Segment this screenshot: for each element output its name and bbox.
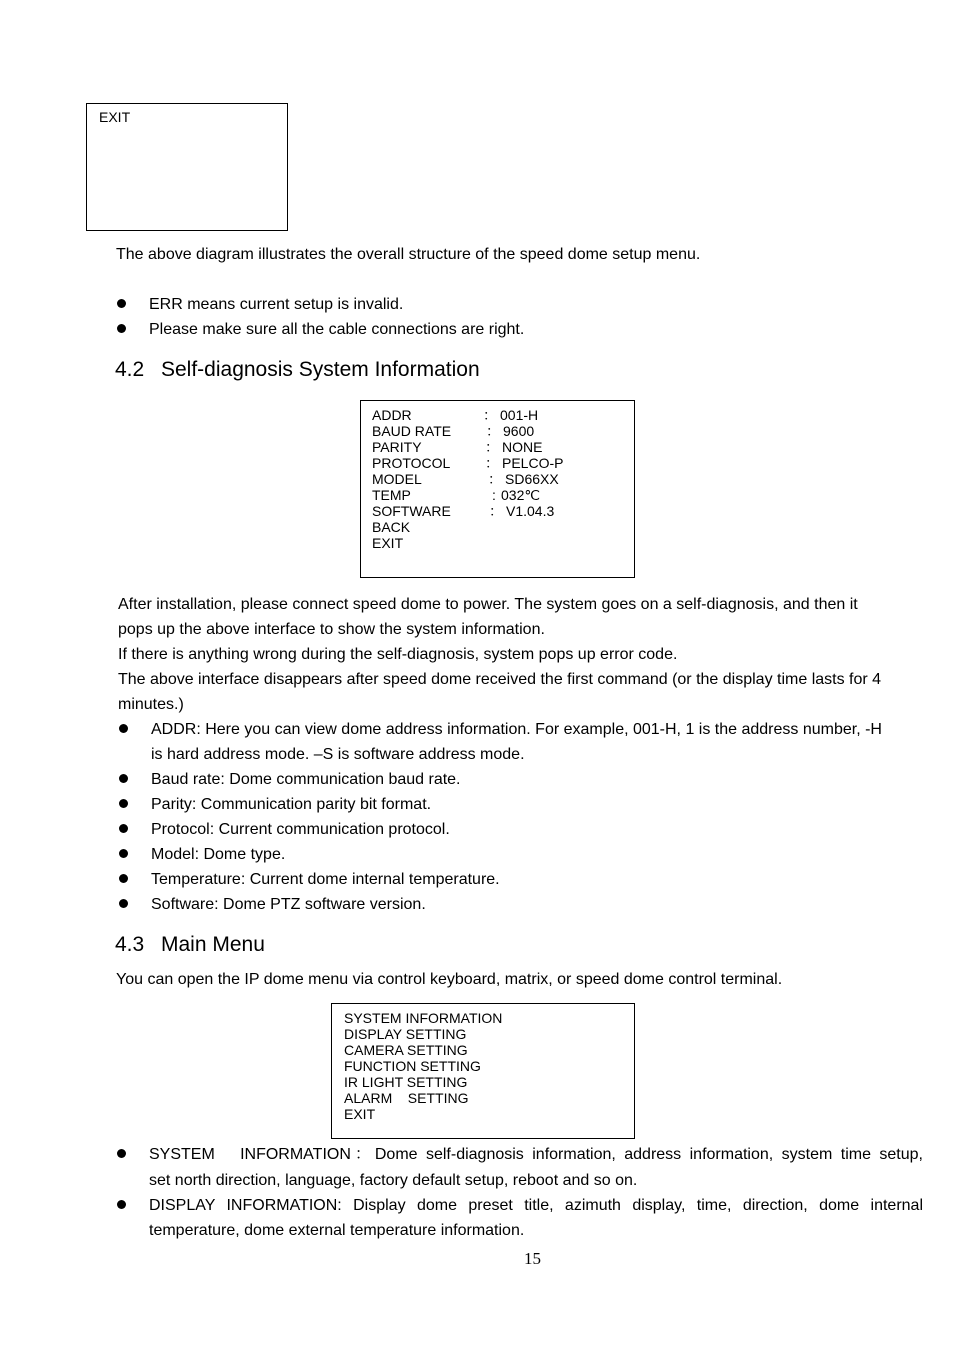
sysinfo-sep: ：: [488, 471, 502, 487]
sysinfo-key: SOFTWARE: [372, 503, 451, 519]
sysinfo-value: SD66XX: [505, 471, 559, 487]
main-menu-item: SYSTEM INFORMATION: [344, 1010, 503, 1026]
sysinfo-key: BAUD RATE: [372, 423, 452, 439]
bullet-line: Parity: Communication parity bit format.: [151, 796, 432, 813]
section-title: Self-diagnosis System Information: [161, 358, 480, 381]
main-menu-item: IR LIGHT SETTING: [344, 1074, 468, 1090]
page-number: 15: [524, 1249, 541, 1268]
bullet-icon: [117, 324, 126, 333]
paragraph-line: After installation, please connect speed dome to power. The system goes on a self-diagnosis, and then it: [118, 596, 858, 613]
exit-menu-item: EXIT: [99, 109, 131, 125]
note-item: ERR means current setup is invalid.: [149, 296, 404, 313]
sysinfo-key: PARITY: [372, 439, 422, 455]
bullet-icon: [117, 1200, 126, 1209]
main-menu-item: ALARM SETTING: [344, 1090, 469, 1106]
sysinfo-key: ADDR: [372, 407, 412, 423]
bullet-icon: [119, 774, 128, 783]
sysinfo-sep: ：: [485, 439, 499, 455]
note-item: Please make sure all the cable connections are right.: [149, 321, 525, 338]
paragraph-line: minutes.): [118, 696, 184, 713]
main-menu-item: DISPLAY SETTING: [344, 1026, 467, 1042]
bullet-line: DISPLAY INFORMATION: Display dome preset title, azimuth display, time, direction, dome internal: [149, 1197, 923, 1214]
bullet-icon: [119, 874, 128, 883]
sysinfo-sep: ：: [489, 503, 503, 519]
exit-menu-box: [86, 103, 288, 231]
paragraph-line: pops up the above interface to show the system information.: [118, 621, 545, 638]
bullet-line: Software: Dome PTZ software version.: [151, 896, 426, 913]
sysinfo-sep: ：: [486, 423, 500, 439]
section-title: Main Menu: [161, 933, 265, 956]
main-menu-item: EXIT: [344, 1106, 376, 1122]
main-menu-box: [331, 1003, 635, 1139]
bullet-icon: [117, 299, 126, 308]
sysinfo-key: PROTOCOL: [372, 455, 451, 471]
sysinfo-value: 001-H: [500, 407, 539, 423]
system-info-box: [360, 400, 635, 578]
bullet-icon: [119, 799, 128, 808]
bullet-icon: [119, 824, 128, 833]
bullet-line: Temperature: Current dome internal temperature.: [151, 871, 500, 888]
bullet-line: temperature, dome external temperature information.: [149, 1222, 525, 1239]
sysinfo-sep: ：: [485, 455, 499, 471]
main-menu-intro: You can open the IP dome menu via control keyboard, matrix, or speed dome control terminal.: [116, 971, 783, 988]
section-number: 4.2: [115, 358, 145, 381]
bullet-line: is hard address mode. –S is software address mode.: [151, 746, 525, 763]
sysinfo-value: 032℃: [501, 487, 541, 503]
bullet-icon: [119, 899, 128, 908]
main-menu-item: FUNCTION SETTING: [344, 1058, 481, 1074]
sysinfo-value: V1.04.3: [506, 503, 555, 519]
bullet-line: Protocol: Current communication protocol.: [151, 821, 450, 838]
section-heading-4-3: [115, 932, 265, 958]
sysinfo-back: BACK: [372, 519, 411, 535]
sysinfo-value: 9600: [503, 423, 535, 439]
bullet-icon: [119, 724, 128, 733]
bullet-icon: [117, 1149, 126, 1158]
section-number: 4.3: [115, 933, 145, 956]
sysinfo-sep: ：: [483, 407, 497, 423]
bullet-icon: [119, 849, 128, 858]
paragraph-line: If there is anything wrong during the self-diagnosis, system pops up error code.: [118, 646, 678, 663]
bullet-line: Model: Dome type.: [151, 846, 286, 863]
bullet-line: set north direction, language, factory default setup, reboot and so on.: [149, 1172, 638, 1189]
main-menu-item: CAMERA SETTING: [344, 1042, 468, 1058]
bullet-line: ADDR: Here you can view dome address information. For example, 001-H, 1 is the address number, -H: [151, 721, 882, 738]
bullet-line: SYSTEM INFORMATION：Dome self-diagnosis information, address information, system time setup,: [149, 1146, 923, 1163]
sysinfo-sep: :: [492, 487, 496, 503]
section-heading-4-2: [115, 357, 480, 383]
intro-text: The above diagram illustrates the overall structure of the speed dome setup menu.: [116, 246, 701, 263]
paragraph-line: The above interface disappears after speed dome received the first command (or the display time lasts for 4: [118, 671, 882, 688]
sysinfo-key: MODEL: [372, 471, 422, 487]
sysinfo-value: PELCO-P: [502, 455, 564, 471]
sysinfo-key: TEMP: [372, 487, 411, 503]
bullet-line: Baud rate: Dome communication baud rate.: [151, 771, 461, 788]
sysinfo-exit: EXIT: [372, 535, 404, 551]
sysinfo-value: NONE: [502, 439, 543, 455]
